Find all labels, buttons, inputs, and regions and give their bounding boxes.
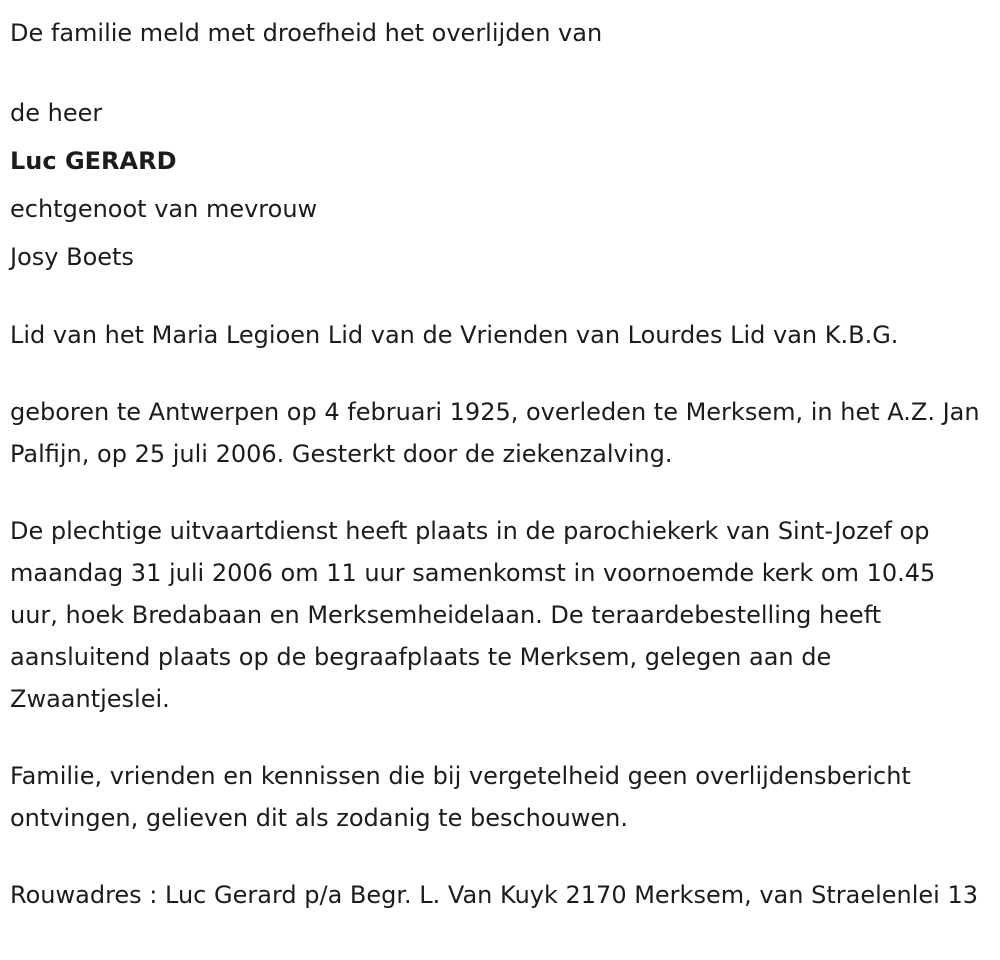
- spouse-name: Josy Boets: [10, 243, 134, 271]
- salutation: de heer: [10, 99, 103, 127]
- birth-death-paragraph: geboren te Antwerpen op 4 februari 1925, overleden te Merksem, in het A.Z. Jan Palfijn, op 25 juli 2006. Gesterkt door de ziekenzalving.: [10, 398, 980, 468]
- notice-paragraph: Familie, vrienden en kennissen die bij vergetelheid geen overlijdensbericht ontvingen, gelieven dit als zodanig te beschouwen.: [10, 762, 911, 832]
- deceased-name: Luc GERARD: [10, 147, 177, 175]
- funeral-service-paragraph: De plechtige uitvaartdienst heeft plaats in de parochiekerk van Sint-Jozef op maandag 31 juli 2006 om 11 uur samenkomst in voornoemde kerk om 10.45 uur, hoek Bredabaan en Merksemheidelaan. De teraardebestelling heeft aansluitend plaats op de begraafplaats te Merksem, gelegen aan de Zwaantjeslei.: [10, 517, 936, 713]
- announcement-line: De familie meld met droefheid het overlijden van: [10, 19, 603, 47]
- spouse-intro: echtgenoot van mevrouw: [10, 195, 318, 223]
- deceased-header: [10, 89, 990, 281]
- memberships-line: Lid van het Maria Legioen Lid van de Vrienden van Lourdes Lid van K.B.G.: [10, 321, 899, 349]
- mourning-address-paragraph: Rouwadres : Luc Gerard p/a Begr. L. Van Kuyk 2170 Merksem, van Straelenlei 13: [10, 881, 979, 909]
